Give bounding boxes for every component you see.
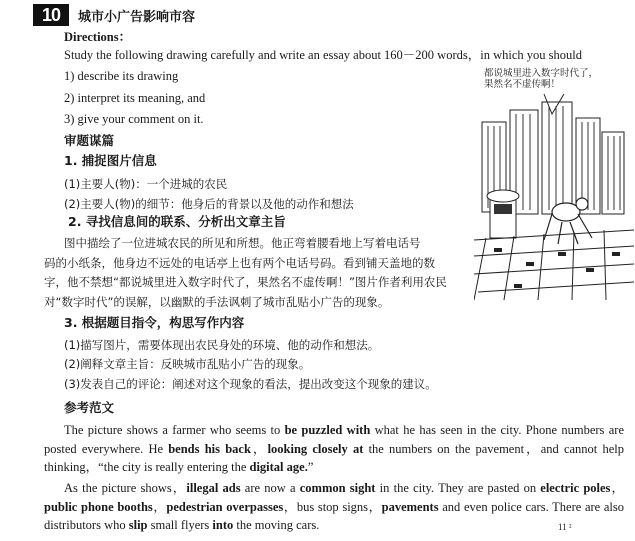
directions-intro: Study the following drawing carefully and write an essay about 160－200 words，in which you should bbox=[64, 48, 582, 62]
step2-line: 图中描绘了一位进城农民的所见和所想。他正弯着腰看地上写着电话号 bbox=[64, 236, 421, 250]
step1-item: (2)主要人(物)的细节：他身后的背景以及他的动作和想法 bbox=[64, 197, 354, 211]
cartoon-caption-line: 果然名不虚传啊！ bbox=[484, 79, 561, 90]
step3-item: (2)阐释文章主旨：反映城市乱贴小广告的现象。 bbox=[64, 357, 311, 371]
step3-item: (3)发表自己的评论：阐述对这个现象的看法，提出改变这个现象的建议。 bbox=[64, 377, 437, 391]
directions-item: 2) interpret its meaning, and bbox=[64, 91, 206, 105]
sample-paragraph-1: The picture shows a farmer who seems to be puzzled with what he has seen in the city. Phone numbers are posted everywhere. He bends his back，looking closely at the numbers on the pavement，and cannot help thinking，“the city is really entering the digital age.” bbox=[44, 423, 624, 474]
step2-line: 码的小纸条，他身边不远处的电话亭上也有两个电话号码。看到铺天盖地的数 bbox=[44, 256, 435, 270]
sample-paragraph-2: As the picture shows，illegal ads are now a common sight in the city. They are pasted on electric poles，public phone booths，pedestrian overpasses，bus stop signs，pavements and even police cars. There are also distributors who slip small flyers into the moving cars. bbox=[44, 481, 625, 532]
directions-item: 1) describe its drawing bbox=[64, 69, 179, 83]
step1-item: (1)主要人(物)：一个进城的农民 bbox=[64, 177, 228, 191]
section-number-badge: 10 bbox=[33, 4, 69, 26]
step1-title: 1. 捕捉图片信息 bbox=[64, 153, 157, 168]
sample-heading: 参考范文 bbox=[64, 400, 115, 415]
step2-title: 2. 寻找信息间的联系、分析出文章主旨 bbox=[68, 214, 286, 229]
step2-line: 对“数字时代”的误解，以幽默的手法讽刺了城市乱贴小广告的现象。 bbox=[44, 295, 390, 309]
directions-item: 3) give your comment on it. bbox=[64, 112, 204, 126]
directions-label: Directions： bbox=[64, 30, 132, 44]
section-title: 城市小广告影响市容 bbox=[78, 10, 196, 25]
step2-line: 字，他不禁想“都说城里进入数字时代了，果然名不虚传啊！”图片作者利用农民 bbox=[44, 275, 447, 289]
step3-title: 3. 根据题目指令，构思写作内容 bbox=[64, 315, 245, 330]
page-number: 11 ² bbox=[558, 522, 572, 532]
cartoon-illustration bbox=[474, 62, 634, 302]
analysis-heading: 审题谋篇 bbox=[64, 133, 115, 148]
cartoon-caption-line: 都说城里进入数字时代了， bbox=[484, 68, 599, 79]
step3-item: (1)描写图片，需要体现出农民身处的环境、他的动作和想法。 bbox=[64, 338, 380, 352]
